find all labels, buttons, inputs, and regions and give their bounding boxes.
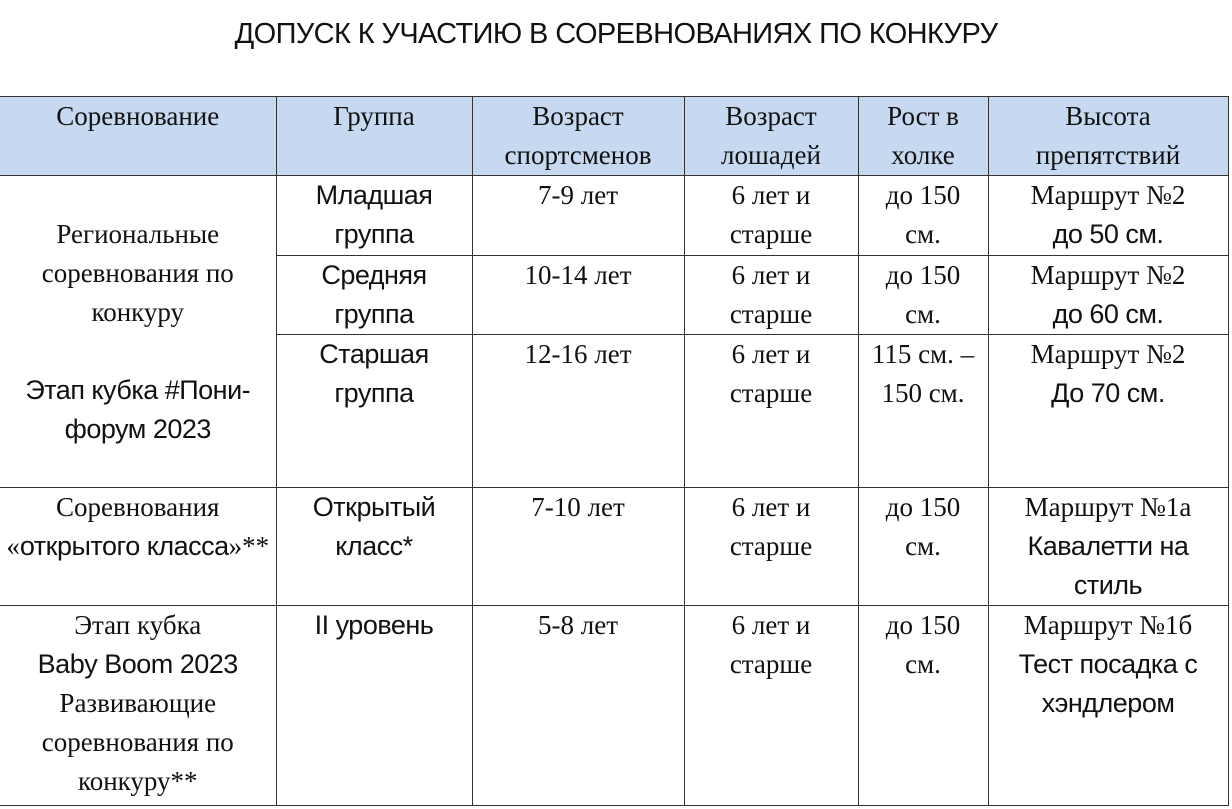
table-row — [0, 606, 1228, 806]
competition-description: Развивающие соревнования по конкуру** — [41, 688, 234, 796]
horse-age-cell: 6 лет и старше — [684, 335, 858, 488]
rider-age-cell: 5-8 лет — [472, 606, 684, 806]
header-obstacle-height: Высота препятствий — [988, 97, 1228, 176]
group-cell: Старшая группа — [276, 335, 472, 488]
group-cell: Средняя группа — [276, 256, 472, 335]
competition-stage: Этап кубка #Пони-форум 2023 — [25, 374, 251, 444]
header-withers-height: Рост в холке — [858, 97, 988, 176]
height-cell: до 150 см. — [858, 488, 988, 606]
obstacle-height: Кавалетти на стиль — [1027, 531, 1189, 600]
height-cell: 115 см. – 150 см. — [858, 335, 988, 488]
header-rider-age: Возраст спортсменов — [472, 97, 684, 176]
rider-age-cell: 7-9 лет — [472, 176, 684, 256]
horse-age-cell: 6 лет и старше — [684, 488, 858, 606]
rider-age-cell: 10-14 лет — [472, 256, 684, 335]
competition-bold: открытого класса — [19, 531, 229, 561]
competition-prefix: Соревнования « — [6, 492, 220, 561]
route-name: Маршрут №2 — [1030, 339, 1186, 369]
group-cell: II уровень — [276, 606, 472, 806]
obstacle-height: Тест посадка с хэндлером — [1018, 649, 1198, 718]
group-cell: Младшая группа — [276, 176, 472, 256]
table-row — [0, 176, 1228, 256]
admission-table — [0, 96, 1229, 806]
header-horse-age: Возраст лошадей — [684, 97, 858, 176]
competition-cell — [0, 488, 276, 606]
page-title: ДОПУСК К УЧАСТИЮ В СОРЕВНОВАНИЯХ ПО КОНКУРУ — [234, 18, 998, 50]
group-cell: Открытый класс* — [276, 488, 472, 606]
route-name: Маршрут №2 — [1030, 180, 1186, 210]
route-cell — [988, 606, 1228, 806]
competition-stage: Baby Boom 2023 — [37, 649, 238, 679]
horse-age-cell: 6 лет и старше — [684, 606, 858, 806]
height-cell: до 150 см. — [858, 176, 988, 256]
route-cell — [988, 488, 1228, 606]
obstacle-height: До 70 см. — [1051, 378, 1165, 408]
route-name: Маршрут №1а — [1024, 492, 1192, 522]
obstacle-height: до 60 см. — [1052, 299, 1164, 329]
table-header-row — [0, 97, 1228, 176]
height-cell: до 150 см. — [858, 256, 988, 335]
rider-age-cell: 7-10 лет — [472, 488, 684, 606]
obstacle-height: до 50 см. — [1052, 219, 1164, 249]
competition-cell — [0, 176, 276, 488]
route-name: Маршрут №1б — [1023, 610, 1193, 640]
route-cell — [988, 335, 1228, 488]
horse-age-cell: 6 лет и старше — [684, 256, 858, 335]
competition-suffix: »** — [228, 531, 270, 561]
horse-age-cell: 6 лет и старше — [684, 176, 858, 256]
competition-name: Этап кубка — [74, 610, 202, 640]
table-row — [0, 488, 1228, 606]
rider-age-cell: 12-16 лет — [472, 335, 684, 488]
route-cell — [988, 176, 1228, 256]
route-cell — [988, 256, 1228, 335]
route-name: Маршрут №2 — [1030, 260, 1186, 290]
header-group: Группа — [276, 97, 472, 176]
competition-cell — [0, 606, 276, 806]
header-competition: Соревнование — [0, 97, 276, 176]
competition-name: Региональные соревнования по конкуру — [41, 218, 234, 327]
height-cell: до 150 см. — [858, 606, 988, 806]
